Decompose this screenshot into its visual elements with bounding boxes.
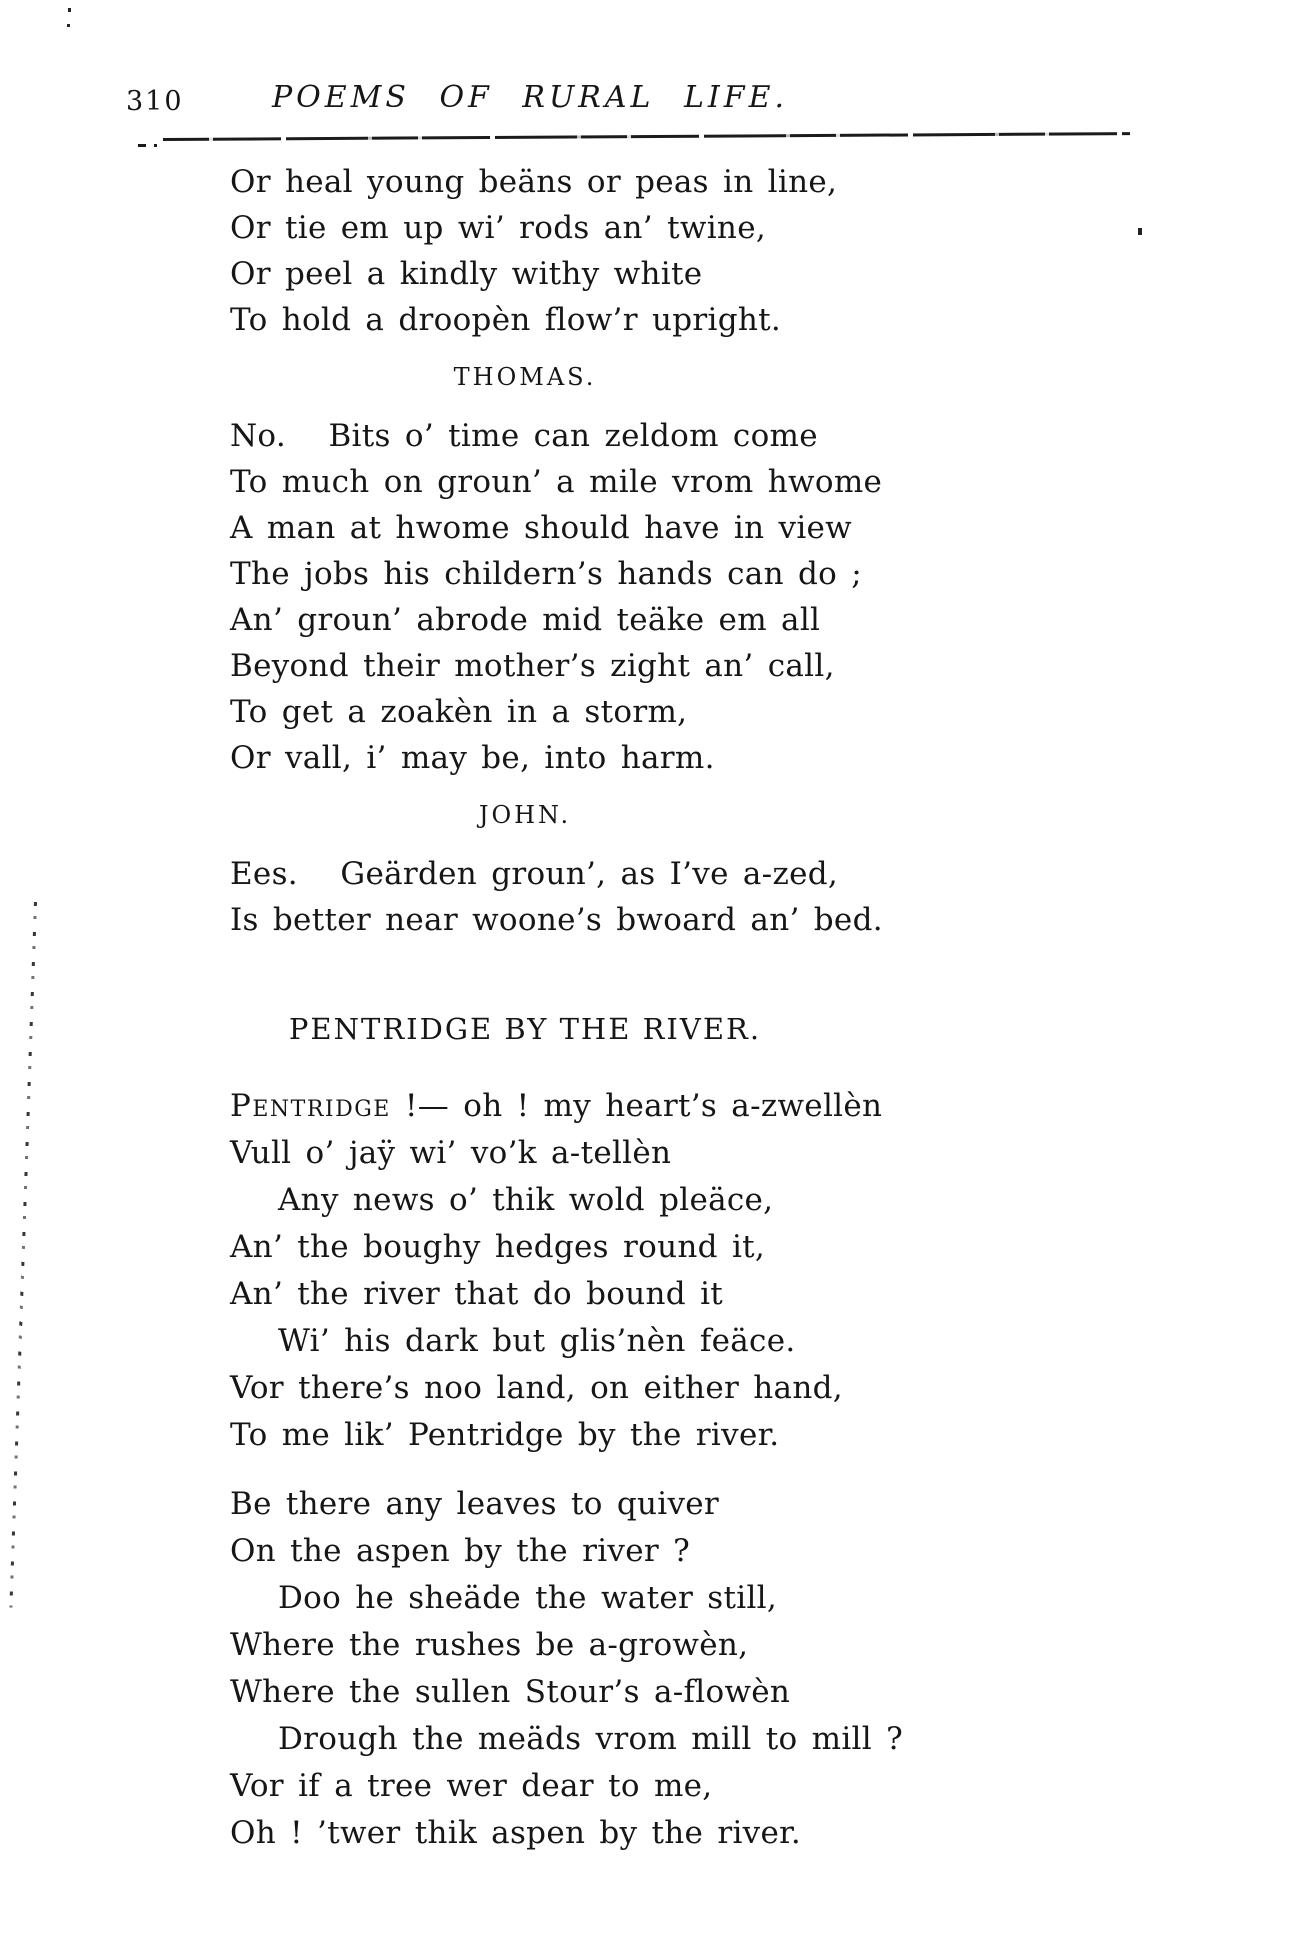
stanza [230,164,1030,348]
poem-line: Be there any leaves to quiver [230,1486,720,1522]
stanza [230,856,1030,948]
header-rule-fragment [138,144,164,147]
poem-line: Ees. Geärden groun’, as I’ve a-zed, [230,856,839,892]
poem-line: An’ the boughy hedges round it, [230,1229,766,1265]
small-caps-word: Pentridge [230,1088,391,1124]
scan-speck [1138,228,1142,235]
poem-line: Vor there’s noo land, on either hand, [230,1370,843,1406]
poem-line: An’ the river that do bound it [230,1276,724,1312]
poem-line: Where the sullen Stour’s a-flowèn [230,1674,791,1710]
poem-line: An’ groun’ abrode mid teäke em all [230,602,821,638]
poem-line: Or peel a kindly withy white [230,256,703,292]
poem-line: Drough the meäds vrom mill to mill ? [278,1721,904,1757]
poem-line: A man at hwome should have in view [230,510,853,546]
poem-line: To me lik’ Pentridge by the river. [230,1417,780,1453]
poem-line: Oh ! ’twer thik aspen by the river. [230,1815,801,1851]
page-number: 310 [126,86,184,117]
poem-line: The jobs his childern’s hands can do ; [230,556,863,592]
poem-line: Pentridge !— oh ! my heart’s a-zwellèn [230,1088,883,1124]
poem-line: Beyond their mother’s zight an’ call, [230,648,835,684]
poem-title: PENTRIDGE BY THE RIVER. [288,1012,762,1046]
poem-line: Or heal young beäns or peas in line, [230,164,838,200]
poem-line: Is better near woone’s bwoard an’ bed. [230,902,883,938]
binding-edge-dots [9,902,37,1608]
speaker-name: THOMAS. [453,363,597,391]
poem-line: Vor if a tree wer dear to me, [230,1768,713,1804]
poem-line: To get a zoakèn in a storm, [230,694,688,730]
header-rule [163,132,1130,141]
poem-line: To much on groun’ a mile vrom hwome [230,464,883,500]
poem-line: Where the rushes be a-growèn, [230,1627,749,1663]
scan-speck [68,8,71,12]
speaker-name: JOHN. [478,801,572,829]
poem-line: Wi’ his dark but glis’nèn feäce. [278,1323,796,1359]
poem-line: On the aspen by the river ? [230,1533,691,1569]
poem-line: Or tie em up wi’ rods an’ twine, [230,210,766,246]
running-title: POEMS OF RURAL LIFE. [271,80,789,115]
poem-line: To hold a droopèn flow’r upright. [230,302,782,338]
dialogue-poem-body [230,164,1030,948]
scan-speck [67,24,70,27]
poem-line: Any news o’ thik wold pleäce, [278,1182,774,1218]
poem-line: Or vall, i’ may be, into harm. [230,740,715,776]
stanza [230,1088,1030,1464]
pentridge-poem-body [230,1088,1030,1862]
poem-line: No. Bits o’ time can zeldom come [230,418,818,454]
stanza [230,1486,1030,1862]
poem-line: Vull o’ jaÿ wi’ vo’k a-tellèn [230,1135,672,1171]
stanza [230,418,1030,786]
poem-line: Doo he sheäde the water still, [278,1580,778,1616]
